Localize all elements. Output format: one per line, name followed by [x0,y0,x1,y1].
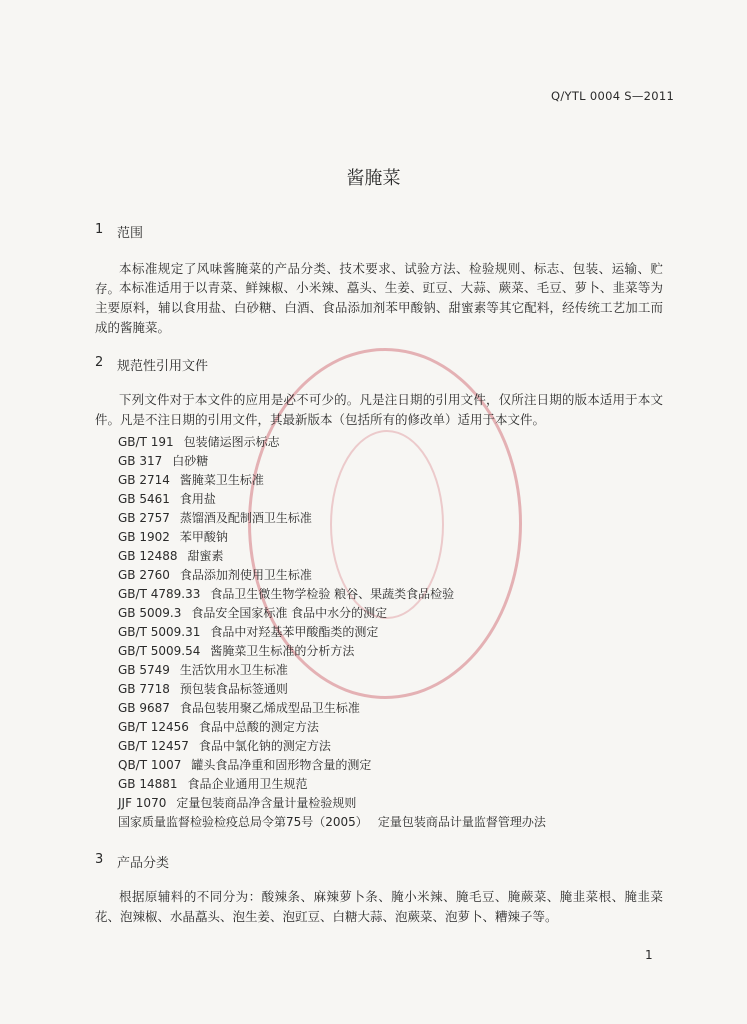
section-title: 范围 [117,226,144,241]
reference-item [118,490,216,507]
reference-item [118,585,454,602]
reference-name: 酱腌菜卫生标准的分析方法 [210,644,355,658]
reference-code: GB/T 12456 [118,720,189,734]
section-1-paragraph-1: 本标准规定了风味酱腌菜的产品分类、技术要求、试验方法、检验规则、标志、包装、运输、贮存。 [95,261,663,296]
reference-name: 罐头食品净重和固形物含量的测定 [191,758,372,772]
section-number: 2 [95,355,104,370]
reference-code: 国家质量监督检验检疫总局令第75号（2005） [118,815,368,829]
reference-name: 食品安全国家标准 食品中水分的测定 [191,606,388,620]
reference-name: 食品企业通用卫生规范 [187,777,308,791]
reference-code: GB 7718 [118,682,170,696]
reference-item [118,756,371,773]
reference-name: 食品中氯化钠的测定方法 [198,739,331,753]
reference-item [118,794,356,811]
section-2-paragraph-1: 下列文件对于本文件的应用是必不可少的。凡是注日期的引用文件，仅所注日期的版本适用于本文件。凡是不注日期的引用文件，其最新版本（包括所有的修改单）适用于本文件。 [95,392,663,427]
reference-code: JJF 1070 [118,796,167,810]
reference-code: GB/T 5009.54 [118,644,201,658]
reference-name: 食品中总酸的测定方法 [198,720,319,734]
reference-item [118,737,331,754]
reference-code: GB 1902 [118,530,170,544]
reference-name: 生活饮用水卫生标准 [179,663,288,677]
reference-code: GB 317 [118,454,163,468]
document-id: Q/YTL 0004 S—2011 [551,89,675,103]
section-title: 规范性引用文件 [117,359,209,374]
reference-item [118,775,308,792]
reference-code: GB/T 5009.31 [118,625,201,639]
reference-name: 食品中对羟基苯甲酸酯类的测定 [210,625,379,639]
reference-item [118,661,288,678]
reference-item [118,509,312,526]
reference-item [118,680,288,697]
reference-name: 定量包装商品计量监督管理办法 [377,815,546,829]
reference-code: GB/T 4789.33 [118,587,201,601]
reference-code: GB/T 191 [118,435,174,449]
reference-name: 食用盐 [179,492,216,506]
reference-code: GB 12488 [118,549,178,563]
reference-name: 预包装食品标签通则 [179,682,288,696]
reference-item [118,623,378,640]
reference-item [118,699,360,716]
reference-code: GB/T 12457 [118,739,189,753]
reference-code: GB 2714 [118,473,170,487]
reference-item [118,433,280,450]
reference-item [118,528,228,545]
reference-name: 定量包装商品净含量计量检验规则 [176,796,357,810]
reference-name: 白砂糖 [172,454,209,468]
reference-code: GB 5461 [118,492,170,506]
reference-item [118,813,546,830]
reference-item [118,566,312,583]
reference-item [118,642,354,659]
reference-name: 甜蜜素 [187,549,224,563]
section-number: 3 [95,852,104,867]
reference-name: 包装储运图示标志 [183,435,280,449]
reference-name: 食品包装用聚乙烯成型品卫生标准 [179,701,360,715]
reference-code: GB 5749 [118,663,170,677]
page-title: 酱腌菜 [346,168,401,189]
reference-name: 酱腌菜卫生标准 [179,473,264,487]
reference-item [118,452,208,469]
reference-item [118,718,319,735]
page-number: 1 [645,948,653,962]
section-number: 1 [95,222,104,237]
reference-name: 苯甲酸钠 [179,530,228,544]
reference-code: QB/T 1007 [118,758,182,772]
section-3-paragraph-1: 根据原辅料的不同分为：酸辣条、麻辣萝卜条、腌小米辣、腌毛豆、腌蕨菜、腌韭菜根、腌韭菜花、泡辣椒、水晶藠头、泡生姜、泡豇豆、白糖大蒜、泡蕨菜、泡萝卜、糟辣子等。 [95,889,663,924]
reference-item [118,604,387,621]
reference-code: GB 9687 [118,701,170,715]
reference-code: GB 14881 [118,777,178,791]
section-title: 产品分类 [117,856,170,871]
section-1-paragraph-2: 本标准适用于以青菜、鲜辣椒、小米辣、藠头、生姜、豇豆、大蒜、蕨菜、毛豆、萝卜、韭菜等为主要原料，辅以食用盐、白砂糖、白酒、食品添加剂苯甲酸钠、甜蜜素等其它配料，经传统工艺加工而成的酱腌菜。 [95,280,663,335]
reference-item [118,471,264,488]
reference-name: 食品卫生微生物学检验 粮谷、果蔬类食品检验 [210,587,455,601]
reference-name: 蒸馏酒及配制酒卫生标准 [179,511,312,525]
reference-name: 食品添加剂使用卫生标准 [179,568,312,582]
reference-code: GB 5009.3 [118,606,182,620]
reference-code: GB 2757 [118,511,170,525]
reference-item [118,547,224,564]
reference-code: GB 2760 [118,568,170,582]
